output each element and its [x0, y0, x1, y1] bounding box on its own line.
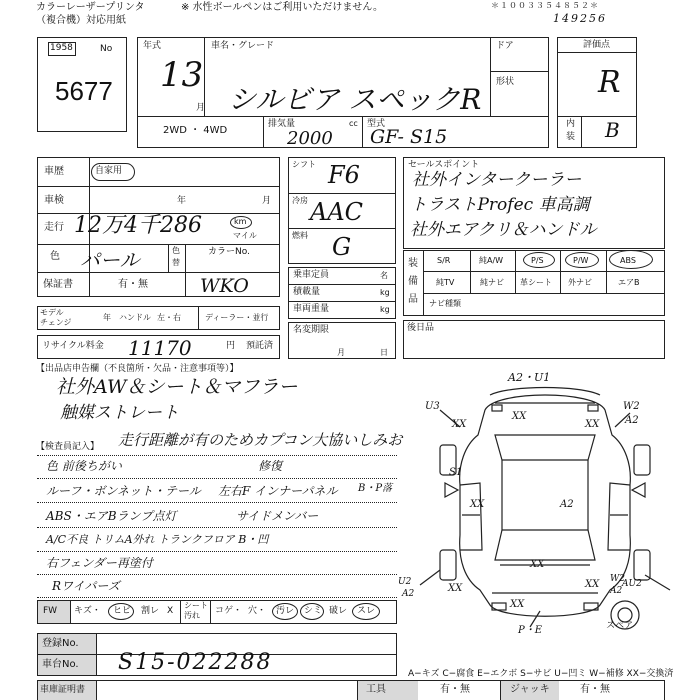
chassis-label: 車台No.	[42, 659, 79, 670]
name-change-day: 日	[380, 348, 388, 357]
shape-label: 形状	[496, 77, 515, 87]
exhibitor-line-1: 社外AW＆シート＆マフラー	[56, 376, 298, 398]
shift-label: シフト	[292, 160, 316, 169]
barcode-number: ＊１００３３５４８５２＊	[491, 1, 599, 10]
spare-tire-label: スペア	[606, 621, 634, 631]
model-code-label: 型式	[367, 119, 386, 129]
tools-value: 有・無	[440, 684, 470, 695]
displacement-label: 排気量	[268, 119, 296, 129]
inspection-year: 年	[177, 196, 187, 206]
diagram-mark-xx-8: XX	[530, 559, 545, 570]
handle-label: ハンドル	[119, 313, 151, 322]
inspector-note-6: ABS・エアBランプ点灯	[46, 509, 177, 523]
diagram-mark-u2: U2	[398, 577, 412, 587]
displacement-value: 2000	[287, 128, 333, 149]
color-change-2: 替	[172, 258, 180, 267]
inspector-note-10: Rワイパーズ	[52, 579, 120, 593]
license-label: 車庫証明書	[40, 685, 86, 695]
condition-scratch: キズ・	[74, 606, 101, 616]
condition-seat-label-1: シート	[184, 601, 208, 610]
damage-legend: A−キズ C−腐食 E−エクボ S−サビ U−凹ミ W−補修 XX−交換済	[408, 669, 674, 679]
inspector-note-9: 右フェンダー再塗付	[46, 556, 153, 570]
inspector-note-3: ルーフ・ボンネット・テール	[46, 484, 201, 498]
diagram-mark-au2: AU2	[622, 579, 642, 589]
chassis-value: S15-022288	[118, 650, 273, 675]
condition-tear: 破レ	[329, 606, 348, 616]
lot-number: 5677	[55, 76, 113, 106]
equip-pw: P/W	[573, 256, 589, 265]
tools-label: 工具	[366, 684, 386, 695]
mileage-unit-mile: マイル	[233, 231, 257, 240]
diagram-mark-pe: P・E	[518, 625, 543, 636]
sales-line-3: 社外エアクリ＆ハンドル	[410, 220, 597, 240]
inspection-label: 車検	[44, 195, 64, 206]
load-unit: kg	[380, 288, 390, 297]
printer-label-2: （複合機）対応用紙	[36, 15, 126, 26]
color-no-value: WKO	[200, 275, 249, 297]
exhibitor-label: 【出品店申告欄（不良箇所・欠品・注意事項等）】	[36, 364, 239, 374]
printer-label: カラーレーザープリンタ	[36, 2, 145, 13]
drive-label: 2WD ・ 4WD	[163, 125, 228, 136]
ac-value: AAC	[310, 198, 364, 226]
condition-spot: シミ	[304, 606, 323, 616]
mileage-unit-km: km	[234, 217, 247, 226]
lot-no-label: No	[100, 44, 113, 54]
name-change-label: 名変期限	[293, 325, 330, 335]
sales-line-2: トラストProfec 車高調	[410, 195, 590, 215]
displacement-unit: cc	[349, 119, 358, 128]
model-change-year: 年	[103, 313, 111, 322]
ac-label: 冷房	[292, 196, 308, 205]
equip-ps: P/S	[531, 256, 544, 265]
diagram-mark-xx-5: XX	[510, 599, 525, 610]
diagram-mark-a2-mid: A2	[560, 499, 574, 510]
model-code-value: GF- S15	[370, 126, 448, 148]
month-label: 月	[196, 103, 206, 113]
diagram-mark-xx-7: XX	[470, 499, 485, 510]
color-value: パール	[80, 248, 140, 272]
condition-x: X	[167, 606, 174, 616]
equip-tv: 純TV	[436, 278, 455, 287]
barcode-handwritten: 149256	[553, 12, 607, 25]
car-name-label: 車名・グレード	[211, 41, 275, 51]
inspector-note-2: 修復	[258, 459, 283, 473]
jack-label: ジャッキ	[510, 684, 550, 695]
recycle-status: 預託済	[246, 341, 274, 351]
inspection-month: 月	[262, 196, 272, 206]
interior-label-1: 内	[566, 119, 576, 129]
year-value: 13	[160, 55, 204, 95]
diagram-mark-xx-4: XX	[448, 583, 463, 594]
diagram-mark-a2-lower: A2	[610, 586, 623, 596]
navi-type-label: ナビ種類	[429, 299, 461, 308]
notice-text: ※ 水性ボールペンはご利用いただけません。	[181, 2, 383, 13]
model-change-label-1: モデル	[40, 308, 64, 317]
diagram-mark-a2-right: A2	[625, 415, 639, 426]
door-label: ドア	[496, 41, 514, 51]
color-no-label: カラーNo.	[208, 247, 250, 257]
diagram-mark-w2: W2	[623, 401, 640, 412]
inspector-label: 【検査員記入】	[36, 442, 100, 452]
inspector-note-5: B・P落	[358, 483, 393, 494]
dealer-label: ディーラー・並行	[205, 313, 269, 322]
diagram-mark-a2-left: A2	[402, 589, 415, 599]
diagram-mark-roof: A2・U1	[508, 371, 551, 384]
late-delivery-box	[403, 320, 665, 359]
condition-hole: 穴・	[248, 606, 267, 616]
lot-stamp: 1958	[50, 43, 73, 53]
exhibitor-line-2: 触媒ストレート	[60, 403, 179, 423]
fuel-label: 燃料	[292, 231, 308, 240]
equip-ext-navi: 外ナビ	[568, 278, 592, 287]
warranty-value: 有・無	[118, 279, 148, 290]
condition-stain: 汚レ	[276, 606, 295, 616]
rating-value: R	[598, 65, 621, 100]
condition-crack: ヒビ	[113, 606, 132, 616]
recycle-value: 11170	[128, 336, 192, 360]
warranty-label: 保証書	[43, 279, 73, 290]
condition-wear: スレ	[357, 606, 376, 616]
condition-burn: コゲ・	[215, 606, 243, 616]
model-change-label-2: チェンジ	[40, 318, 72, 327]
sales-line-1: 社外インタークーラー	[412, 170, 582, 190]
load-label: 積載量	[293, 287, 321, 297]
handle-value: 左・右	[157, 313, 181, 322]
inspector-note-7: サイドメンバー	[236, 509, 319, 523]
mileage-label: 走行	[44, 222, 64, 233]
capacity-label: 乗車定員	[293, 270, 330, 280]
fuel-value: G	[332, 233, 352, 261]
equip-abs: ABS	[620, 256, 636, 265]
inspector-note-1: 色 前後ちがい	[46, 459, 122, 473]
equipment-label-2: 備	[408, 276, 418, 287]
shift-value: F6	[328, 161, 360, 189]
diagram-mark-xx-3: XX	[585, 419, 600, 430]
equipment-label-1: 装	[408, 258, 418, 269]
jack-value: 有・無	[580, 684, 610, 695]
diagram-mark-u3: U3	[425, 401, 440, 412]
color-change-1: 色	[172, 246, 180, 255]
inspector-header-note: 走行距離が有のためカプコン大協いしみお	[118, 431, 403, 449]
color-label: 色	[50, 251, 60, 262]
condition-break: 割レ	[141, 606, 160, 616]
name-change-month: 月	[337, 348, 345, 357]
interior-value: B	[605, 118, 620, 142]
car-damage-diagram	[400, 365, 695, 640]
capacity-unit: 名	[380, 271, 388, 280]
diagram-mark-s1: S1	[449, 467, 463, 478]
diagram-mark-xx-1: XX	[452, 419, 467, 430]
year-label: 年式	[143, 41, 162, 51]
equip-leather: 革シート	[520, 278, 552, 287]
car-name-value: シルビア スペックR	[228, 83, 482, 116]
recycle-unit: 円	[226, 341, 236, 351]
equip-sr: S/R	[437, 256, 451, 265]
late-delivery-label: 後日品	[407, 323, 435, 333]
history-label: 車歴	[44, 166, 64, 177]
equip-aw: 純A/W	[479, 256, 504, 265]
inspector-note-8: A/C不良 トリムA外れ トランクフロア B・凹	[46, 533, 269, 546]
equip-airbag: エアB	[618, 278, 640, 287]
registration-label: 登録No.	[42, 638, 79, 649]
diagram-mark-xx-6: XX	[585, 579, 600, 590]
equipment-label-3: 品	[408, 294, 418, 305]
weight-unit: kg	[380, 305, 390, 314]
diagram-mark-xx-2: XX	[512, 411, 527, 422]
recycle-label: リサイクル料金	[42, 341, 104, 351]
interior-label-2: 装	[566, 132, 576, 142]
equip-navi: 純ナビ	[480, 278, 504, 287]
condition-seat-label-2: 汚れ	[184, 611, 200, 620]
inspector-note-4: 左右F インナーパネル	[218, 484, 338, 498]
sales-point-label: セールスポイント	[408, 160, 480, 170]
history-value: 自家用	[95, 166, 123, 176]
rating-label: 評価点	[583, 40, 611, 50]
condition-fw-label: FW	[43, 606, 58, 616]
mileage-value: 12万4千286	[74, 213, 202, 238]
diagram-mark-w2-lower: W2	[610, 574, 625, 584]
weight-label: 車両重量	[293, 304, 330, 314]
